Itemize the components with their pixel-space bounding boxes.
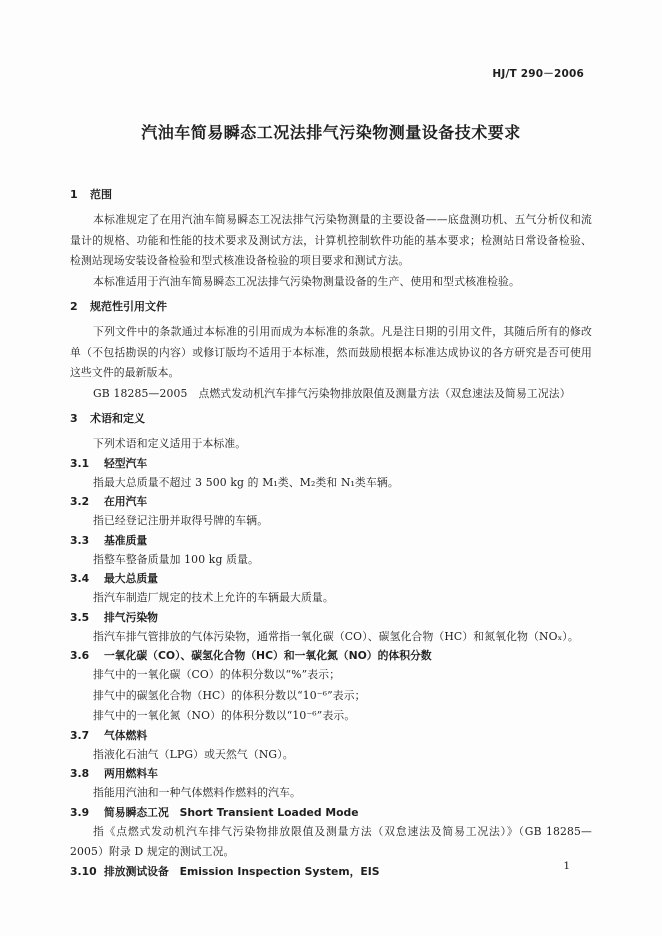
term-definition: 排气中的碳氢化合物（HC）的体积分数以“10⁻⁶”表示； — [93, 688, 366, 702]
section-heading — [70, 410, 592, 428]
term-heading — [70, 609, 592, 627]
term-definition: 排气中的一氧化碳（CO）的体积分数以“%”表示； — [93, 668, 341, 681]
paragraph: 下列术语和定义适用于本标准。 — [93, 437, 247, 450]
term-title: 简易瞬态工况 Short Transient Loaded Mode — [104, 805, 359, 819]
term-number: 3.8 — [70, 767, 90, 780]
term-heading — [70, 863, 592, 881]
term-number: 3.1 — [70, 456, 90, 470]
section-title: 规范性引用文件 — [90, 300, 167, 313]
section-number: 1 — [70, 188, 78, 201]
term-definition: 指已经登记注册并取得号牌的车辆。 — [93, 514, 269, 527]
term-title: 轻型汽车 — [104, 456, 148, 470]
section-heading — [70, 186, 592, 204]
term-heading — [70, 727, 592, 745]
paragraph: 本标准规定了在用汽油车简易瞬态工况法排气污染物测量的主要设备——底盘测功机、五气分析仪和流量计的规格、功能和性能的技术要求及测试方法，计算机控制软件功能的基本要求；检测站日常设备检验、检测站现场安装设备检验和型式核准设备检验的项目要求和测试方法。 — [70, 213, 592, 267]
term-number: 3.4 — [70, 572, 90, 585]
document-title: 汽油车简易瞬态工况法排气污染物测量设备技术要求 — [141, 123, 521, 142]
section-title: 范围 — [90, 188, 112, 201]
term-number: 3.5 — [70, 610, 90, 624]
term-title: 基准质量 — [104, 533, 148, 547]
term-title: 一氧化碳（CO）、碳氢化合物（HC）和一氧化氮（NO）的体积分数 — [104, 649, 432, 662]
term-definition: 指整车整备质量加 100 kg 质量。 — [93, 552, 259, 566]
term-title: 排放测试设备 Emission Inspection System，EIS — [104, 864, 380, 878]
term-number: 3.9 — [70, 805, 90, 819]
paragraph: 下列文件中的条款通过本标准的引用而成为本标准的条款。凡是注日期的引用文件，其随后所有的修改单（不包括勘误的内容）或修订版均不适用于本标准，然而鼓励根据本标准达成协议的各方研究是否可使用这些文件的最新版本。 — [70, 325, 592, 379]
term-title: 气体燃料 — [104, 728, 148, 742]
term-title: 两用燃料车 — [104, 767, 158, 780]
term-definition: 指汽车排气管排放的气体污染物，通常指一氧化碳（CO）、碳氢化合物（HC）和氮氧化物（NOₓ）。 — [93, 629, 579, 643]
term-title: 最大总质量 — [104, 572, 158, 585]
section-number: 2 — [70, 300, 78, 313]
term-heading — [70, 493, 592, 511]
term-heading — [70, 647, 592, 665]
term-number: 3.7 — [70, 728, 90, 742]
term-heading — [70, 765, 592, 783]
term-definition: 指最大总质量不超过 3 500 kg 的 M₁类、M₂类和 N₁类车辆。 — [93, 475, 399, 489]
term-title: 排气污染物 — [104, 610, 158, 624]
document-body — [70, 186, 592, 881]
term-definition: 指汽车制造厂规定的技术上允许的车辆最大质量。 — [93, 591, 334, 604]
term-heading — [70, 804, 592, 822]
section-heading — [70, 298, 592, 316]
term-number: 3.10 — [70, 864, 97, 878]
paragraph: GB 18285—2005 点燃式发动机汽车排气污染物排放限值及测量方法（双怠速法及简易工况法） — [93, 386, 571, 400]
term-definition: 指液化石油气（LPG）或天然气（NG）。 — [93, 747, 294, 761]
term-title: 在用汽车 — [104, 495, 148, 508]
term-heading — [70, 570, 592, 588]
paragraph: 本标准适用于汽油车简易瞬态工况法排气污染物测量设备的生产、使用和型式核准检验。 — [93, 274, 520, 288]
term-definition: 指能用汽油和一种气体燃料作燃料的汽车。 — [93, 786, 301, 799]
standard-code: HJ/T 290－2006 — [492, 68, 584, 80]
term-definition: 指《点燃式发动机汽车排气污染物排放限值及测量方法（双怠速法及简易工况法）》（GB 18285—2005）附录 D 规定的测试工况。 — [70, 824, 592, 858]
term-number: 3.2 — [70, 495, 90, 508]
page-number: 1 — [563, 860, 570, 872]
section-number: 3 — [70, 412, 78, 425]
term-heading — [70, 455, 592, 473]
section-title: 术语和定义 — [90, 412, 145, 425]
term-number: 3.3 — [70, 533, 90, 547]
term-definition: 排气中的一氧化氮（NO）的体积分数以“10⁻⁶”表示。 — [93, 709, 356, 722]
term-heading — [70, 532, 592, 550]
term-number: 3.6 — [70, 649, 90, 662]
